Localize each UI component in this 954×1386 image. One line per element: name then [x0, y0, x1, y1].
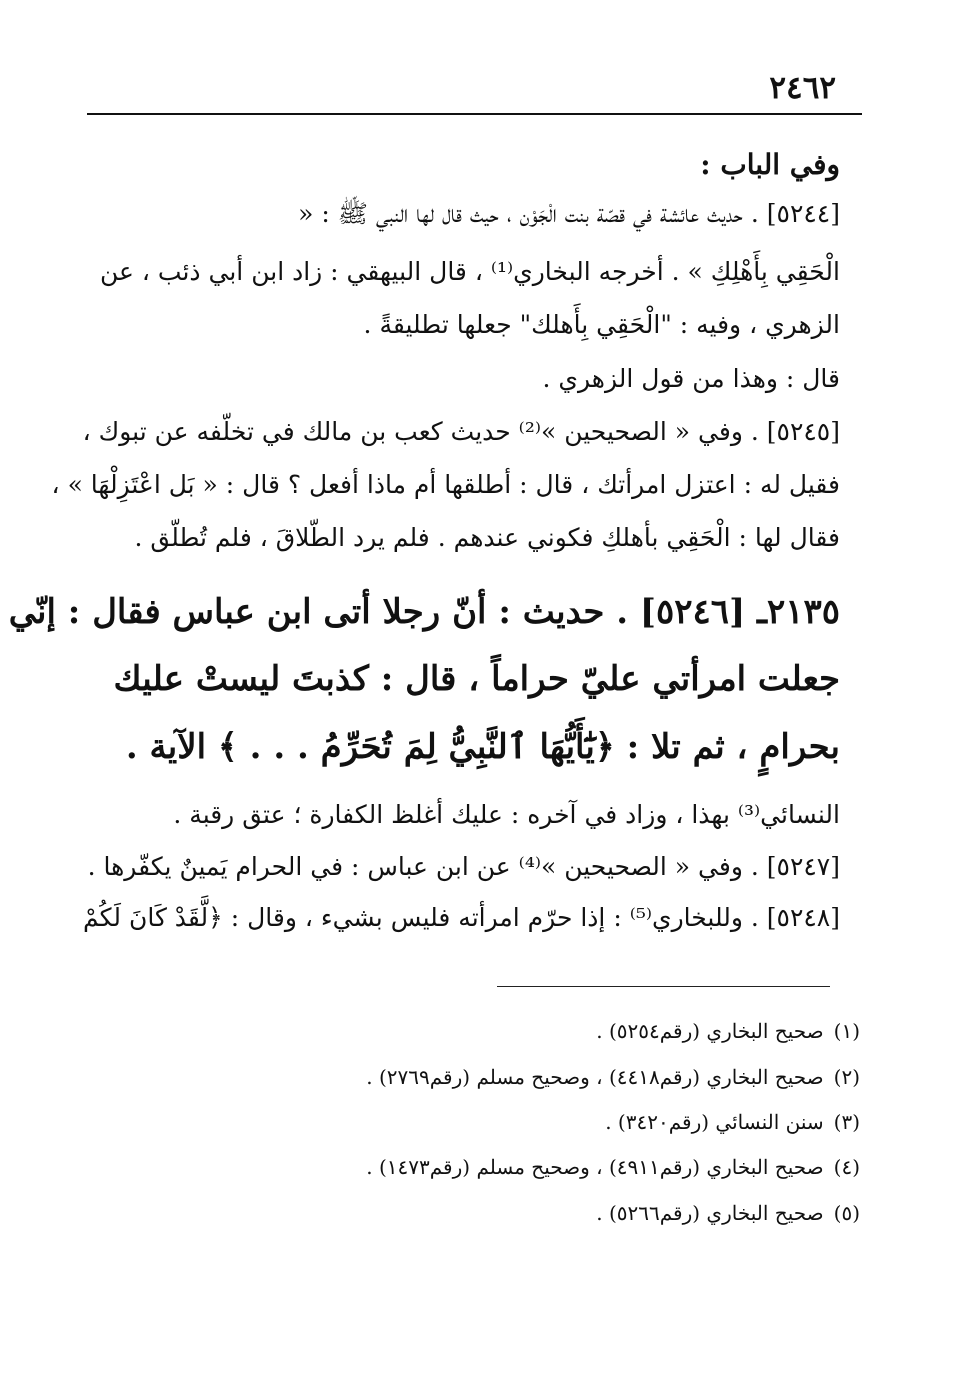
- text-line: الزهري ، وفيه : "الْحَقِي بِأَهلك" جعلها تطليقةً .: [363, 310, 840, 339]
- footnote-number: (٣): [833, 1110, 860, 1134]
- section-title: وفي الباب :: [700, 148, 840, 181]
- footnote-text: صحيح البخاري (رقم٥٢٦٦) .: [596, 1201, 824, 1225]
- header-rule: [87, 113, 862, 115]
- text-line: النسائي⁽³⁾ بهذا ، وزاد في آخره : عليك أغلظ الكفارة ؛ عتق رقبة .: [173, 800, 840, 829]
- text-line: [٥٢٤٨] . وللبخاري⁽⁵⁾ : إذا حرّم امرأته فليس بشيء ، وقال : ﴿لَّقَدْ كَانَ لَكُمْ: [82, 903, 840, 932]
- text-line: فقال لها : الْحَقِي بأهلكِ فكوني عندهم . فلم يرد الطّلاقَ ، فلم تُطلّق .: [134, 523, 840, 552]
- footnote-text: صحيح البخاري (رقم٥٢٥٤) .: [596, 1019, 824, 1043]
- footnote: [240, 1201, 860, 1225]
- footnote: [240, 1155, 860, 1179]
- footnote-text: صحيح البخاري (رقم٤٩١١) ، وصحيح مسلم (رقم١٤٧٣) .: [366, 1155, 824, 1179]
- footnote-number: (٤): [833, 1155, 860, 1179]
- text-line: [٥٢٤٤] . حديث عائشة في قصّة بنت الْجَوْن ، حيث قال لها النبي ﷺ : «: [298, 199, 840, 228]
- footnote-number: (٢): [833, 1065, 860, 1089]
- text-line: [٥٢٤٧] . وفي « الصحيحين »⁽⁴⁾ عن ابن عباس : في الحرام يَمينٌ يكفّرها .: [87, 852, 840, 881]
- footnote-number: (١): [833, 1019, 860, 1043]
- footnote-text: صحيح البخاري (رقم٤٤١٨) ، وصحيح مسلم (رقم٢٧٦٩) .: [366, 1065, 824, 1089]
- footnote-rule: [497, 986, 830, 987]
- footnote-text: سنن النسائي (رقم٣٤٢٠) .: [605, 1110, 824, 1134]
- footnote: [240, 1065, 860, 1089]
- footnote-number: (٥): [833, 1201, 860, 1225]
- text-line: قال : وهذا من قول الزهري .: [542, 364, 840, 393]
- hadith-line: بحرامٍ ، ثم تلا : ﴿يَٰٓأَيُّهَا ٱلنَّبِيُّ لِمَ تُحَرِّمُ . . . ﴾ الآية .: [125, 727, 840, 767]
- hadith-line: جعلت امرأتي عليّ حراماً ، قال : كذبتَ ليستْ عليك: [113, 659, 840, 699]
- text-line: الْحَقِي بِأَهْلِكِ » . أخرجه البخاري⁽¹⁾ ، قال البيهقي : زاد ابن أبي ذئب ، عن: [100, 257, 840, 286]
- hadith-line: ٢١٣٥ـ [٥٢٤٦] . حديث : أنّ رجلا أتى ابن عباس فقال : إنّي: [8, 592, 840, 632]
- footnote: [240, 1110, 860, 1134]
- footnote: [240, 1019, 860, 1043]
- text-line: [٥٢٤٥] . وفي « الصحيحين »⁽²⁾ حديث كعب بن مالك في تخلّفه عن تبوك ،: [82, 417, 840, 446]
- page-number: ٢٤٦٢: [769, 70, 836, 106]
- text-line: فقيل له : اعتزل امرأتك ، قال : أطلقها أم ماذا أفعل ؟ قال : « بَل اعْتَزِلْهَا » ،: [51, 470, 840, 499]
